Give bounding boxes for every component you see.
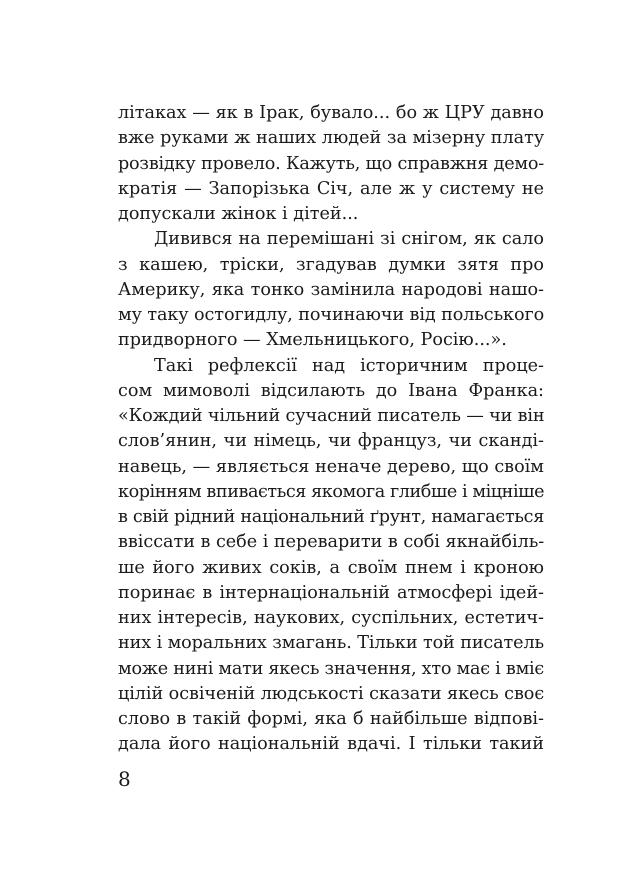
text-line: кратія — Запорізька Січ, але ж у систему не (118, 178, 544, 199)
text-line: слов’янин, чи німець, чи француз, чи сканді- (118, 431, 544, 452)
text-line: корінням впивається якомога глибше і міцніше (118, 481, 545, 502)
text-line: допускали жінок і дітей... (118, 204, 359, 224)
text-line: в свій рідний національний ґрунт, намагається (118, 507, 544, 527)
text-line: слово в такій формі, яка б найбільше відпові- (118, 709, 544, 729)
paragraph-first-line: Дивився на перемішані зі снігом, як сало (154, 229, 544, 250)
page-number: 8 (118, 767, 131, 791)
text-line: поринає в інтернаціональній атмосфері ідей- (118, 582, 544, 603)
text-line: придворного — Хмельницького, Росію...». (118, 330, 507, 351)
text-line: них інтересів, наукових, суспільних, естетич- (118, 608, 544, 628)
text-line: дала його національній вдачі. І тільки такий (118, 734, 544, 755)
text-line: ввіссати в себе і переварити в собі якнайбіль- (118, 532, 545, 553)
text-line: вже руками ж наших людей за мізерну плату (118, 128, 545, 149)
text-line: навець, — являється неначе дерево, що своїм (118, 456, 544, 477)
text-line: Америку, яка тонко замінила народові нашо- (118, 279, 544, 300)
text-line: ше його живих соків, а своїм пнем і кроною (118, 557, 544, 578)
text-line: з кашею, тріски, згадував думки зятя про (118, 254, 544, 275)
text-line: них і моральних змагань. Тільки той писатель (118, 633, 544, 654)
text-line: цілій освіченій людськості сказати якесь своє (118, 683, 545, 704)
text-line: може нині мати якесь значення, хто має і вміє (118, 658, 544, 679)
text-line: «Кождий чільний сучасний писатель — чи він (118, 406, 545, 426)
text-line: літаках — як в Ірак, бувало... бо ж ЦРУ давно (118, 103, 544, 123)
paragraph-first-line: Такі рефлексії над історичним проце- (154, 355, 544, 376)
body-text (118, 101, 544, 758)
text-line: му таку остогидлу, починаючи від польського (118, 305, 545, 325)
text-line: розвідку провело. Кажуть, що справжня демо- (118, 153, 544, 174)
text-line: сом мимоволі відсилають до Івана Франка: (118, 380, 544, 401)
